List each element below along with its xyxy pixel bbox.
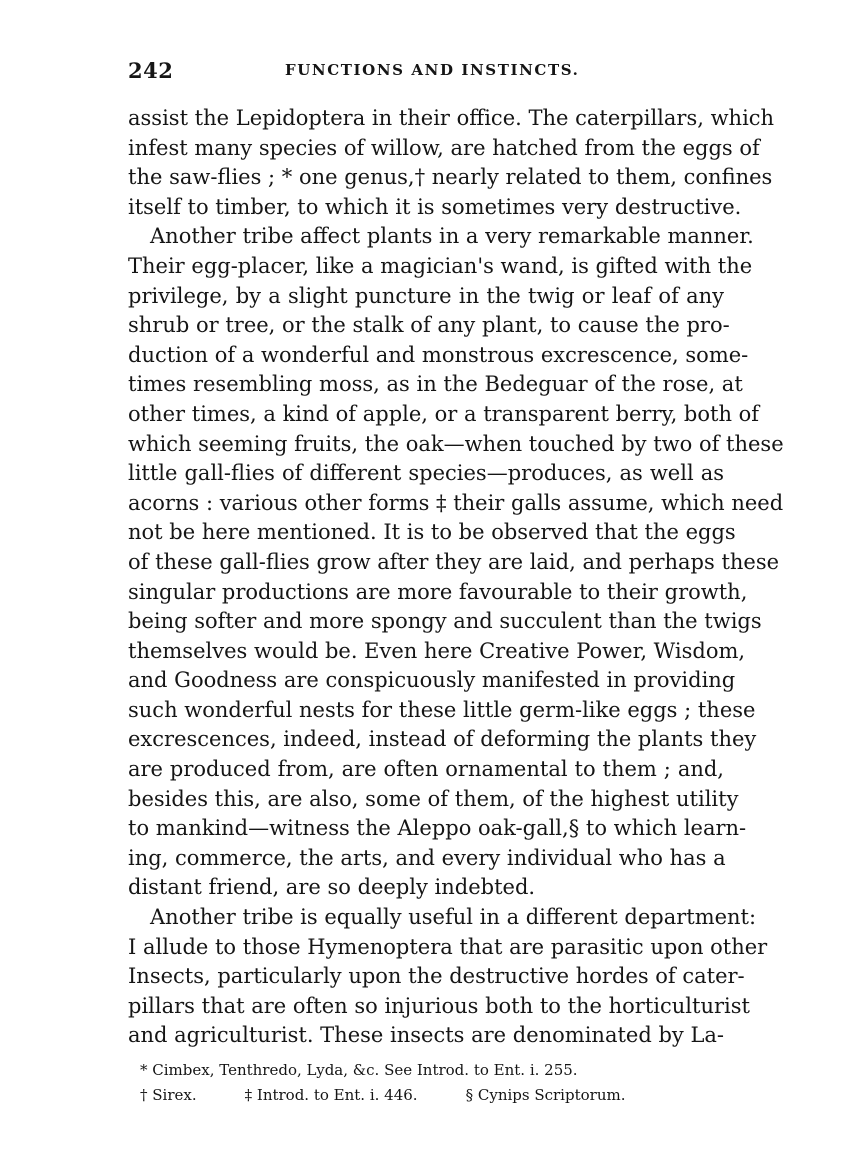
text-line: Insects, particularly upon the destructive hordes of cater- (128, 964, 745, 989)
running-head (128, 54, 724, 94)
text-line: the saw-flies ; * one genus,† nearly related to them, confines (128, 165, 773, 190)
text-line: pillars that are often so injurious both to the horticulturist (128, 993, 750, 1018)
text-line: times resembling moss, as in the Bedeguar of the rose, at (128, 372, 743, 397)
text-line: infest many species of willow, are hatched from the eggs of (128, 135, 760, 160)
text-line: Another tribe is equally useful in a different department: (150, 905, 757, 930)
footnote: § Cynips Scriptorum. (465, 1086, 626, 1104)
footnote: * Cimbex, Tenthredo, Lyda, &c. See Introd. to Ent. i. 255. (140, 1061, 578, 1079)
text-line: and Goodness are conspicuously manifested in providing (128, 668, 736, 693)
text-line: itself to timber, to which it is sometimes very destructive. (128, 194, 742, 219)
footnote-line (128, 1083, 724, 1108)
footnotes (128, 1058, 724, 1108)
running-title: FUNCTIONS AND INSTINCTS. (285, 61, 580, 79)
text-line: other times, a kind of apple, or a transparent berry, both of (128, 401, 760, 426)
text-line: acorns : various other forms ‡ their galls assume, which need (128, 490, 784, 515)
text-line: shrub or tree, or the stalk of any plant, to cause the pro- (128, 313, 730, 338)
text-line: not be here mentioned. It is to be observed that the eggs (128, 520, 736, 545)
footnote-line (128, 1058, 724, 1083)
body-text (128, 104, 784, 1051)
text-line: privilege, by a slight puncture in the twig or leaf of any (128, 283, 724, 308)
text-line: duction of a wonderful and monstrous excrescence, some- (128, 342, 749, 367)
text-line: and agriculturist. These insects are denominated by La- (128, 1023, 725, 1048)
text-line: being softer and more spongy and succulent than the twigs (128, 609, 762, 634)
text-line: ing, commerce, the arts, and every individual who has a (128, 845, 726, 870)
footnote: ‡ Introd. to Ent. i. 446. (244, 1086, 418, 1104)
footnote: † Sirex. (140, 1086, 197, 1104)
text-line: assist the Lepidoptera in their office. The caterpillars, which (128, 106, 775, 130)
text-line: of these gall-flies grow after they are laid, and perhaps these (128, 549, 780, 574)
text-line: Their egg-placer, like a magician's wand, is gifted with the (128, 253, 753, 278)
page-number: 242 (128, 58, 174, 83)
text-line: which seeming fruits, the oak—when touched by two of these (128, 431, 784, 456)
text-line: besides this, are also, some of them, of the highest utility (128, 786, 739, 811)
text-line: distant friend, are so deeply indebted. (128, 875, 536, 900)
text-line: themselves would be. Even here Creative Power, Wisdom, (128, 638, 746, 663)
text-line: I allude to those Hymenoptera that are parasitic upon other (128, 934, 768, 959)
text-line: are produced from, are often ornamental to them ; and, (128, 757, 724, 782)
text-line: little gall-flies of different species—produces, as well as (128, 461, 724, 486)
text-line: such wonderful nests for these little germ-like eggs ; these (128, 697, 756, 722)
text-line: Another tribe affect plants in a very remarkable manner. (150, 224, 754, 249)
text-line: excrescences, indeed, instead of deforming the plants they (128, 727, 757, 752)
text-line: singular productions are more favourable to their growth, (128, 579, 748, 604)
book-page (128, 54, 784, 1108)
text-line: to mankind—witness the Aleppo oak-gall,§ to which learn- (128, 816, 747, 841)
